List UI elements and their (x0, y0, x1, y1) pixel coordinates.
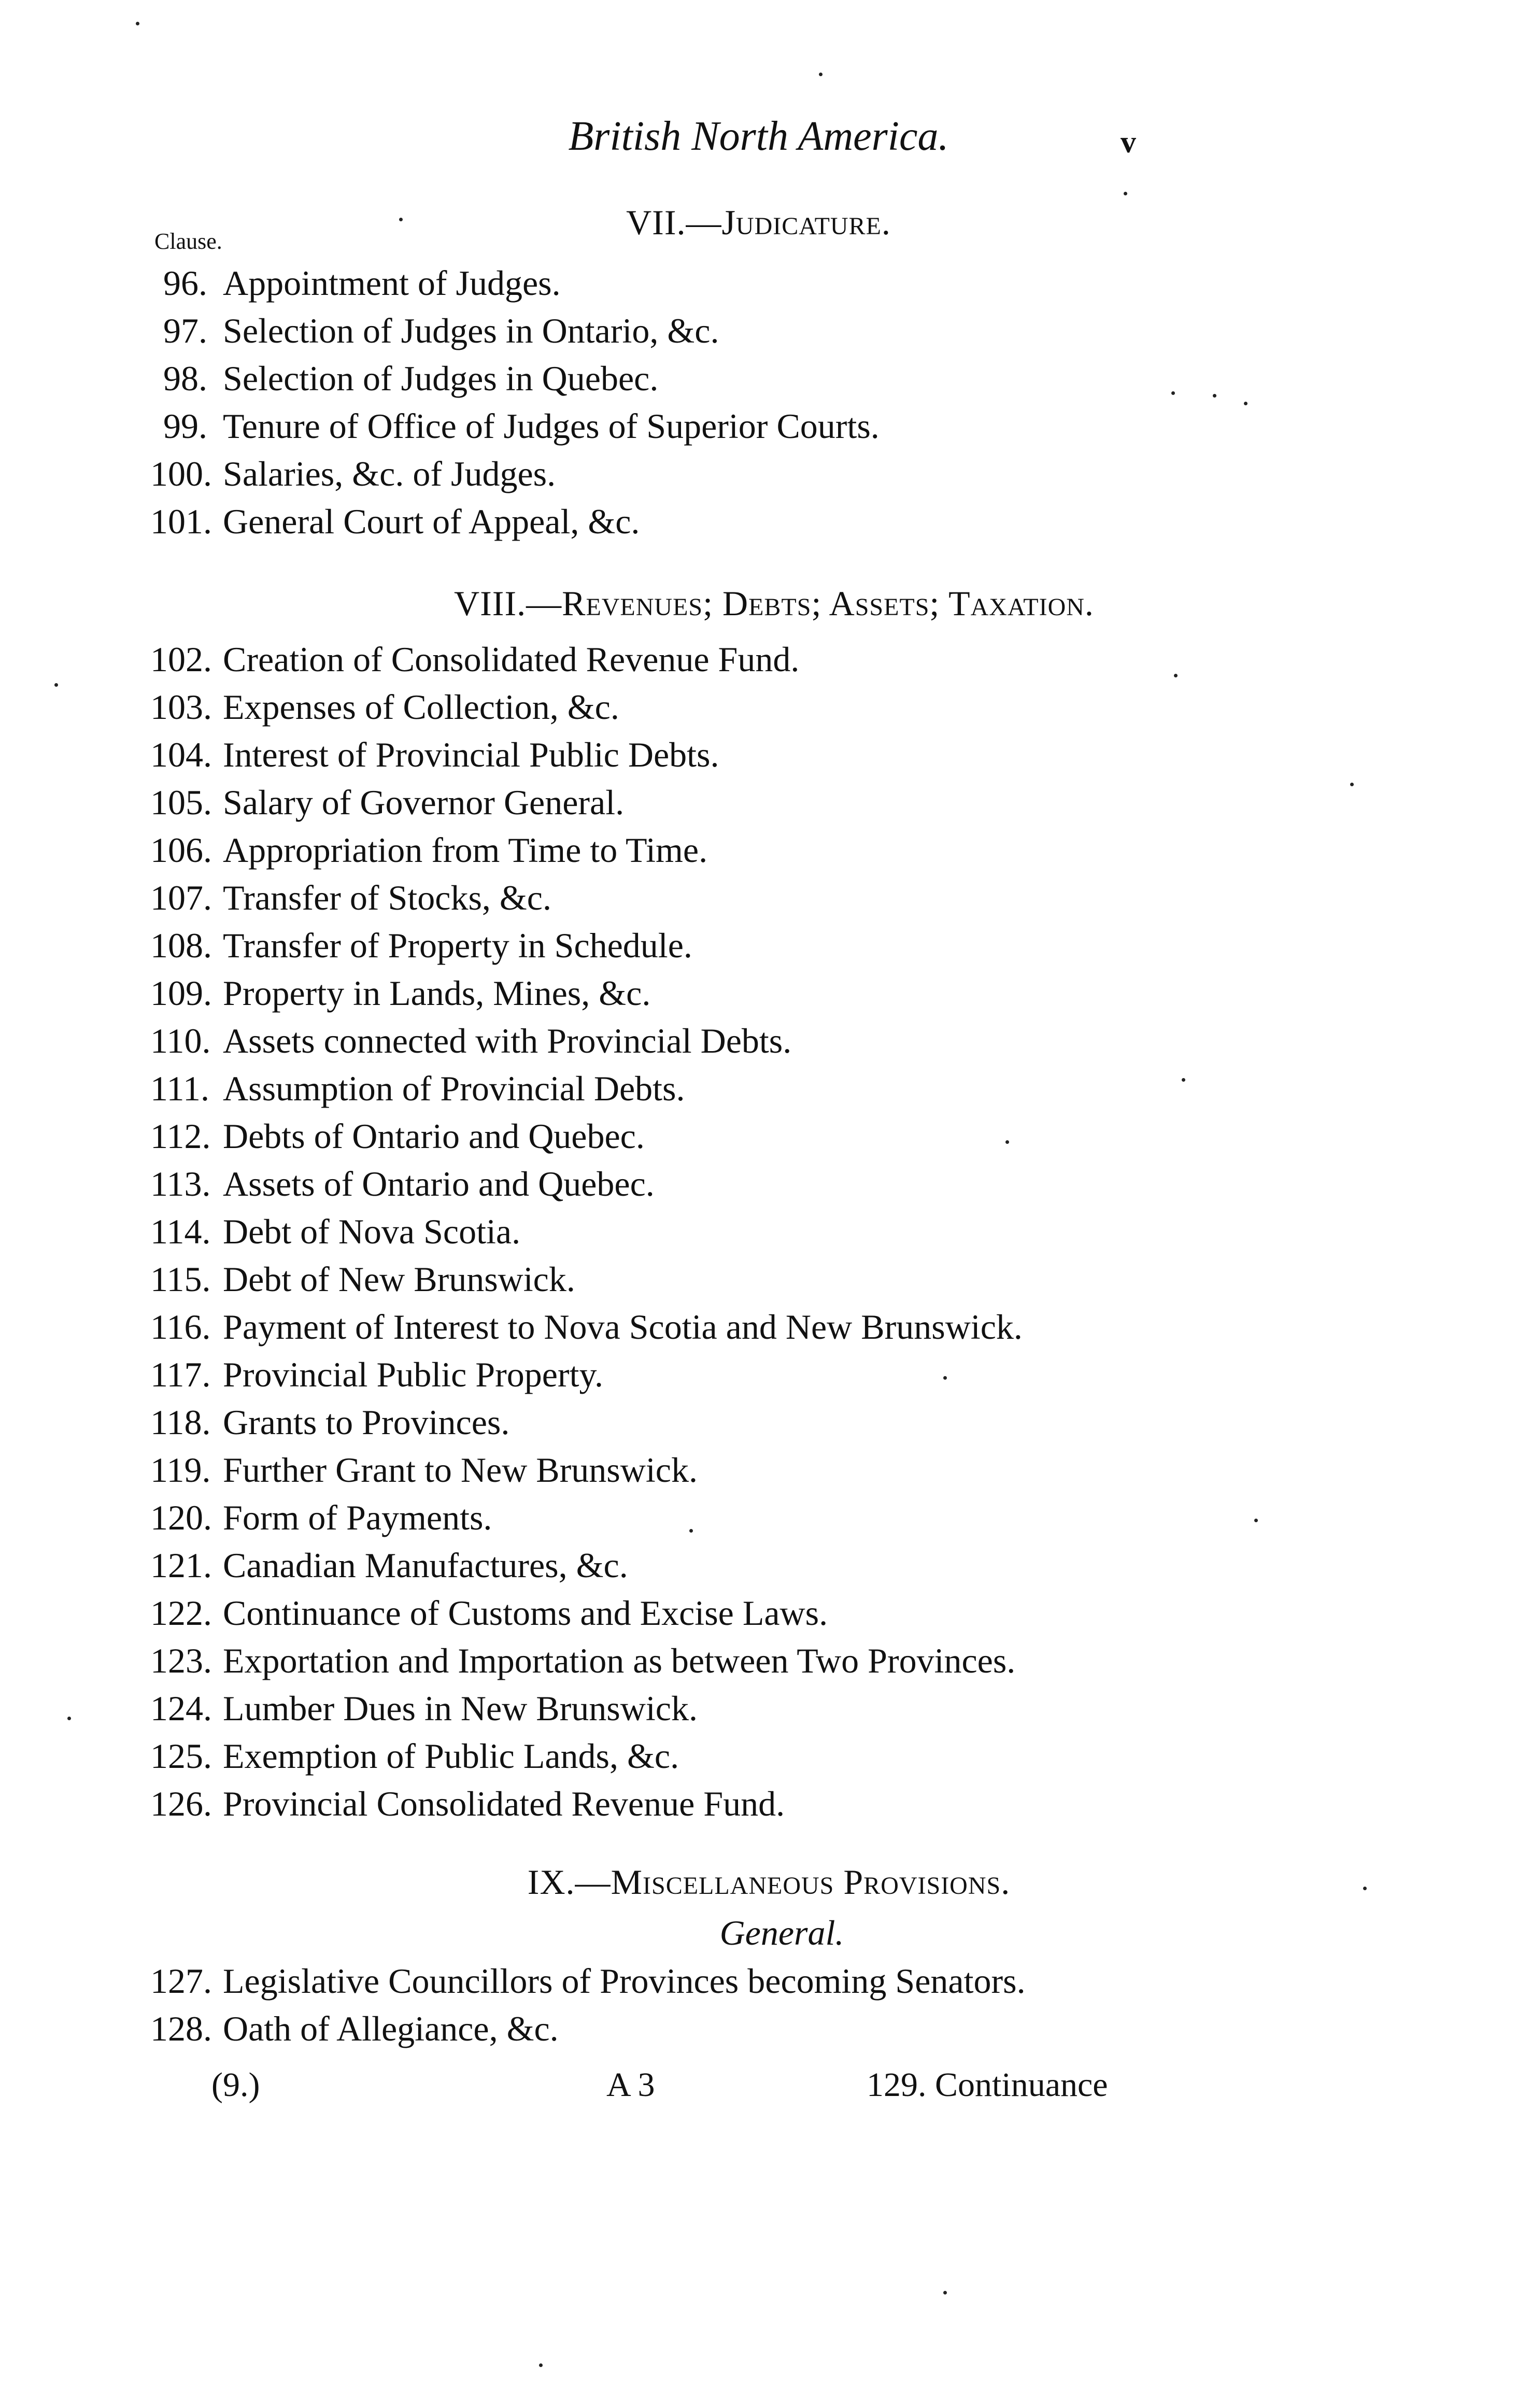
scan-speck (1213, 394, 1216, 398)
list-item: 101. General Court of Appeal, &c. (150, 502, 640, 541)
scan-speck (943, 1376, 947, 1380)
list-item: 120. Form of Payments. (150, 1498, 492, 1537)
list-item: 100. Salaries, &c. of Judges. (150, 454, 556, 493)
scan-speck (1182, 1078, 1185, 1082)
scan-speck (54, 683, 58, 687)
list-item: 98. Selection of Judges in Quebec. (163, 359, 659, 398)
scan-speck (1124, 192, 1127, 195)
section-title: Miscellaneous Provisions. (611, 1862, 1011, 1902)
list-item: 106. Appropriation from Time to Time. (150, 830, 708, 870)
list-item: 116. Payment of Interest to Nova Scotia and New Brunswick. (150, 1307, 1023, 1347)
signature-mark: A 3 (606, 2066, 655, 2104)
list-item: 113. Assets of Ontario and Quebec. (150, 1164, 655, 1203)
scan-speck (1254, 1519, 1258, 1522)
list-item: 115. Debt of New Brunswick. (150, 1259, 575, 1299)
running-title: British North America. (568, 114, 949, 159)
list-item: 107. Transfer of Stocks, &c. (150, 878, 551, 917)
list-item: 122. Continuance of Customs and Excise Laws. (150, 1593, 828, 1633)
list-item: 96. Appointment of Judges. (163, 263, 561, 303)
list-item: 128. Oath of Allegiance, &c. (150, 2009, 559, 2048)
scan-speck (1174, 674, 1178, 677)
scan-speck (1244, 402, 1247, 405)
list-item: 119. Further Grant to New Brunswick. (150, 1450, 698, 1490)
catchword: 129. Continuance (867, 2066, 1108, 2104)
list-item: 121. Canadian Manufactures, &c. (150, 1546, 628, 1585)
list-item: 102. Creation of Consolidated Revenue Fund. (150, 640, 800, 679)
sheet-reference: (9.) (211, 2066, 260, 2104)
section-heading-revenues (0, 583, 1517, 624)
clause-label: Clause. (154, 229, 222, 254)
scan-speck (136, 22, 139, 25)
scan-speck (1350, 783, 1354, 786)
list-item: 117. Provincial Public Property. (150, 1355, 604, 1394)
list-item: 124. Lumber Dues in New Brunswick. (150, 1689, 698, 1728)
list-item: 109. Property in Lands, Mines, &c. (150, 973, 651, 1013)
list-item: 111. Assumption of Provincial Debts. (150, 1069, 685, 1108)
list-item: 97. Selection of Judges in Ontario, &c. (163, 311, 719, 350)
list-item: 114. Debt of Nova Scotia. (150, 1212, 521, 1251)
section-heading-judicature (0, 202, 1517, 243)
scan-speck (1363, 1887, 1367, 1890)
subheading-general: General. (719, 1913, 844, 1952)
scan-speck (819, 73, 823, 76)
list-item: 104. Interest of Provincial Public Debts. (150, 735, 719, 774)
list-item: 108. Transfer of Property in Schedule. (150, 926, 692, 965)
section-numeral: VII.— (626, 203, 722, 242)
list-item: 118. Grants to Provinces. (150, 1403, 510, 1442)
list-item: 112. Debts of Ontario and Quebec. (150, 1116, 645, 1156)
scan-speck (1171, 391, 1175, 395)
list-item: 105. Salary of Governor General. (150, 783, 625, 822)
list-item: 125. Exemption of Public Lands, &c. (150, 1736, 679, 1776)
section-heading-miscellaneous (0, 1862, 1517, 1903)
list-item: 110. Assets connected with Provincial Debts. (150, 1021, 792, 1060)
scan-speck (399, 218, 403, 221)
scan-speck (1005, 1140, 1009, 1144)
scan-speck (689, 1529, 693, 1533)
section-title: Revenues; Debts; Assets; Taxation. (562, 584, 1094, 623)
page-number: v (1121, 125, 1136, 159)
scan-speck (539, 2363, 543, 2367)
list-item: 127. Legislative Councillors of Provinces becoming Senators. (150, 1961, 1026, 2001)
scan-speck (67, 1717, 71, 1720)
list-item: 103. Expenses of Collection, &c. (150, 687, 619, 727)
list-item: 126. Provincial Consolidated Revenue Fund. (150, 1784, 785, 1823)
list-item: 123. Exportation and Importation as between Two Provinces. (150, 1641, 1016, 1680)
scan-speck (943, 2291, 947, 2294)
section-numeral: IX.— (527, 1862, 611, 1902)
list-item: 99. Tenure of Office of Judges of Superior Courts. (163, 406, 880, 446)
section-numeral: VIII.— (454, 584, 562, 623)
section-title: Judicature. (721, 203, 891, 242)
